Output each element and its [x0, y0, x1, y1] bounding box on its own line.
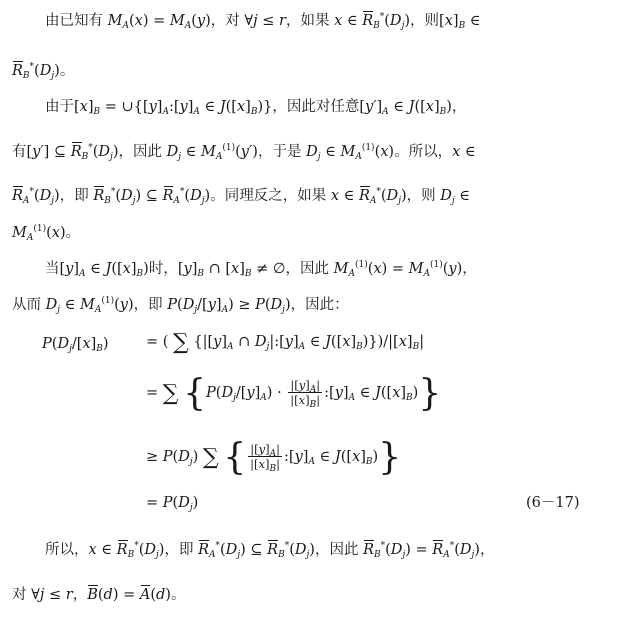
text: ，则 — [410, 13, 440, 29]
equation-row1: $P(D_j/[x]_B)$ — [42, 336, 109, 354]
text: 对 ∀ — [12, 587, 40, 603]
para3-line1: 当$[y]_A$ ∈ $J([x]_B)$时，$[y]_B$ ∩ $[x]_B$ ≠ ∅，因此 $M_A^{(1)}(x) = M_A^{(1)}(y)$， — [45, 260, 477, 279]
text: 由已知有 — [45, 13, 108, 29]
text: 由于 — [45, 99, 74, 115]
text: 有 — [12, 144, 27, 160]
equation-number: (6－17) — [526, 495, 580, 511]
equation-row4: = $P(D_j)$ — [146, 495, 199, 513]
text: ，因此： — [290, 297, 349, 313]
text: ，对 ∀ — [210, 13, 254, 29]
para4-line2: 对 ∀j ≤ r，B(d) = A(d)。 — [12, 587, 186, 603]
para2-line4: $M_A^{(1)}(x)$。 — [12, 224, 81, 243]
para4-line1: 所以，x ∈ $R_B^*(D_j)$，即 $R_A^*(D_j)$ ⊆ $R_B^*(D_j)$，因此 $R_B^*(D_j) = R_A^*(D_j)$， — [45, 541, 495, 560]
text: ，如果 — [285, 13, 335, 29]
text: ，于是 — [257, 144, 307, 160]
text: 所以， — [45, 542, 89, 558]
para1-line2: $R_B^*(D_j)$。 — [12, 62, 75, 81]
text: ，即 — [164, 542, 199, 558]
para2-line3: $R_A^*(D_j)$，即 $R_B^*(D_j)$ ⊆ $R_A^*(D_j)$。同理反之，如果 x ∈ $R_A^*(D_j)$，则 $D_j$ ∈ — [12, 187, 471, 206]
equation-row3: ≥ $P(D_j)$ ∑ { $\frac{|[y]_A|}{|[x]_B|}$ $:[y]_A$ ∈ $J([x]_B)$} — [146, 437, 402, 478]
text: 。同理反之，如果 — [210, 188, 331, 204]
para1-line1: 由已知有 $M_A(x) = M_A(y)$，对 ∀j ≤ r，如果 x ∈ $R_B^*(D_j)$，则$[x]_B$ ∈ — [45, 12, 481, 31]
para2-line1: 由于$[x]_B$ = $\cup\{[y]_A:[y]_A$ ∈ $J([x]_B)$}，因此对任意$[y']_A$ ∈ $J([x]_B)$， — [45, 99, 467, 117]
para3-line2: 从而 $D_j$ ∈ $M_A^{(1)}(y)$，即 $P(D_j/[y]_A) \ge P(D_j)$，因此： — [12, 296, 349, 315]
text: ，即 — [133, 297, 168, 313]
para2-line2: 有[y′] ⊆ $R_B^*(D_j)$，因此 $D_j$ ∈ $M_A^{(1)}(y')$，于是 $D_j$ ∈ $M_A^{(1)}(x)$。所以，x ∈ — [12, 143, 476, 162]
text: 从而 — [12, 297, 46, 313]
text: ，因此 — [314, 542, 364, 558]
text: 。所以， — [394, 144, 453, 160]
text: ，即 — [59, 188, 94, 204]
text: 。 — [59, 63, 75, 79]
text: 当 — [45, 261, 60, 277]
text: ，因此 — [118, 144, 167, 160]
equation-row1-rhs: = ( ∑ {$|[y]_A$ ∩ $D_j|:[y]_A$ ∈ $J([x]_B)\})/|[x]_B|$ — [146, 330, 425, 355]
text: ，因此 — [285, 261, 334, 277]
text: ，则 — [406, 188, 441, 204]
text: 。 — [65, 225, 81, 241]
equation-row2: = ∑ {$P(D_j/[y]_A)$ · $\frac{|[y]_A|}{|[x]_B|}$ $:[y]_A$ ∈ $J([x]_B)$} — [146, 373, 442, 414]
text: ，因此对任意 — [272, 99, 360, 115]
text: 时， — [148, 261, 178, 277]
